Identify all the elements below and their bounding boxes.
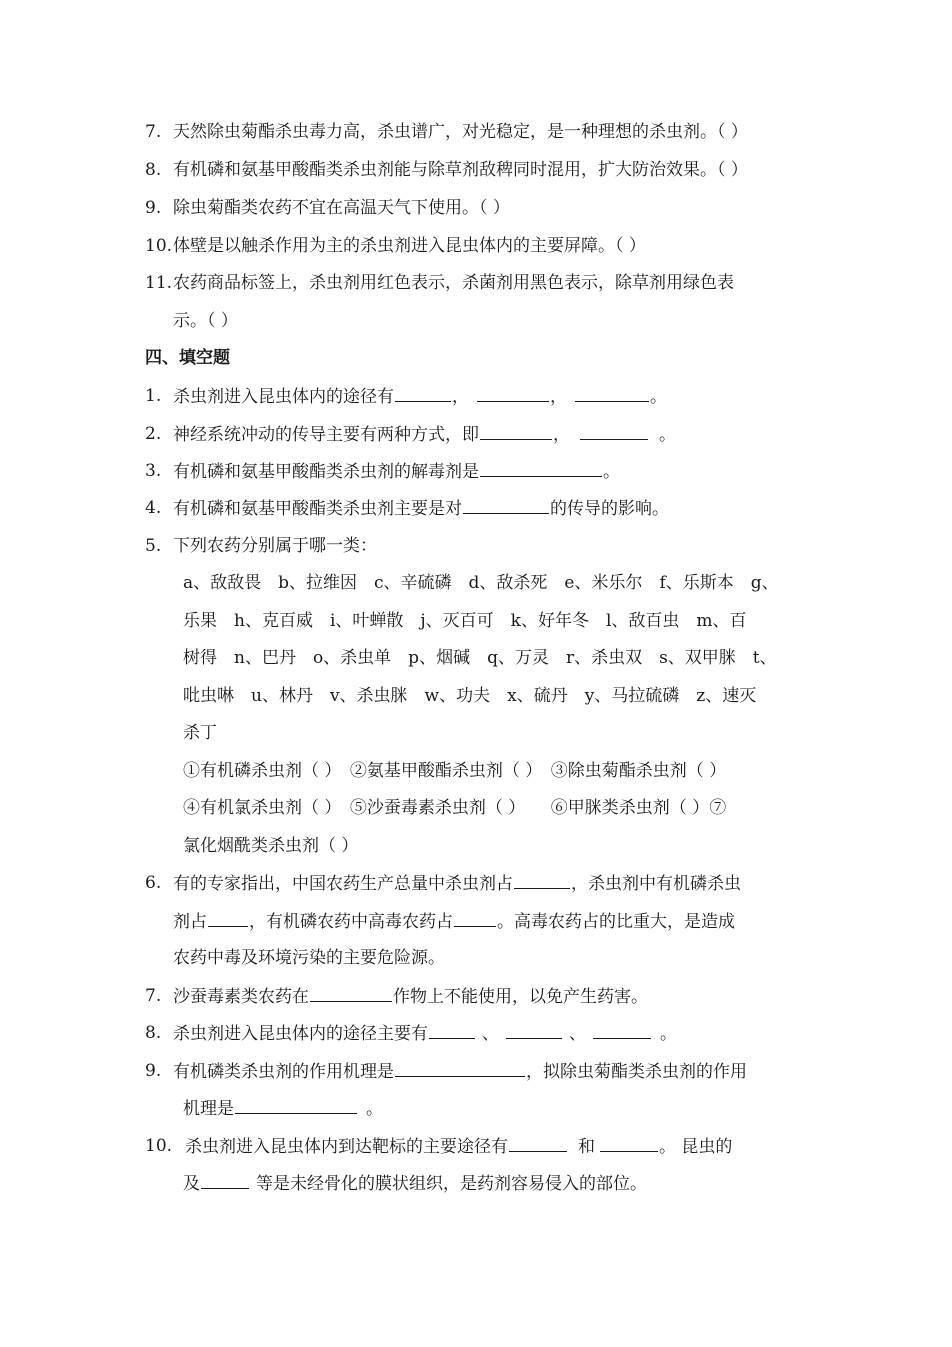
answer-blank[interactable] bbox=[593, 1021, 651, 1039]
item-text: 下列农药分别属于哪一类： bbox=[173, 536, 377, 556]
item-text: 除虫菊酯类农药不宜在高温天气下使用。（ ） bbox=[173, 198, 510, 218]
item-number: 10. bbox=[145, 1136, 173, 1156]
answer-blank[interactable] bbox=[580, 422, 648, 440]
answer-blank[interactable] bbox=[395, 384, 451, 402]
item-number: 1. bbox=[145, 386, 162, 406]
item-text: 杀虫剂进入昆虫体内到达靶标的主要途径有 和 。 昆虫的 bbox=[185, 1134, 732, 1159]
item-text: 神经系统冲动的传导主要有两种方式，即 ， 。 bbox=[173, 422, 676, 447]
answer-blank[interactable] bbox=[480, 459, 602, 477]
answer-blank[interactable] bbox=[454, 909, 496, 927]
answer-blank[interactable] bbox=[477, 384, 549, 402]
answer-blank[interactable] bbox=[575, 384, 649, 402]
item-number: 7. bbox=[145, 122, 162, 142]
answer-blank[interactable] bbox=[235, 1096, 357, 1114]
item-number: 10. bbox=[145, 236, 173, 256]
item-text: 有的专家指出，中国农药生产总量中杀虫剂占 ，杀虫剂中有机磷杀虫 bbox=[173, 871, 741, 896]
item-text: 杀虫剂进入昆虫体内的途径主要有 、 、 。 bbox=[173, 1021, 677, 1046]
item-number: 8. bbox=[145, 160, 162, 180]
item-number: 11. bbox=[145, 273, 173, 293]
document-page: 7. 天然除虫菊酯杀虫毒力高，杀虫谱广，对光稳定，是一种理想的杀虫剂。（ ） 8. 有机磷和氨基甲酸酯类杀虫剂能与除草剂敌稗同时混用，扩大防治效果。（ ） 9. 除虫菊酯类农药不宜在高温天气下使用。（ ） 10. 体壁是以触杀作用为主的杀虫剂进入昆虫体内的主要屏障。（ ） 11. 农药商品标签上，杀虫剂用红色表示，杀菌剂用黑色表示，除草剂用绿色表 示。（ ） 四、填空题 1. 杀虫剂进入昆虫体内的途径有 ， ， 。 2. 神经系统冲动的传导主要有两种方式，即 ， 。 3. 有机磷和氨基甲酸酯类杀虫剂的解毒剂是 。 4. 有机磷和氨基甲酸酯类杀虫剂主要是对 的传导的影响。 5. 下列农药分别属于哪一类： a、敌敌畏 b、拉维因 c、辛硫磷 d、敌杀死 e、米乐尔 f、乐斯本 g、 乐果 h、克百威 i、叶蝉散 j、灭百可 k、好年冬 l、敌百虫 m、百 树得 n、巴丹 o、杀虫单 p、烟碱 q、万灵 r、杀虫双 s、双甲脒 t、 吡虫啉 u、林丹 v、杀虫脒 w、功夫 x、硫丹 y、马拉硫磷 z、速灭 杀丁 ①有机磷杀虫剂（ ） ②氨基甲酸酯杀虫剂（ ） ③除虫菊酯杀虫剂（ ） ④有机氯杀虫剂（ ） ⑤沙蚕毒素杀虫剂（ ） ⑥甲脒类杀虫剂（ ）⑦ 氯化烟酰类杀虫剂（ ） 6. 有的专家指出，中国农药生产总量中杀虫剂占 ，杀虫剂中有机磷杀虫 剂占 ，有机磷农药中高毒农药占 。高毒农药占的比重大，是造成 农药中毒及环境污染的主要危险源。 7. 沙蚕毒素类农药在 作物上不能使用，以免产生药害。 8. 杀虫剂进入昆虫体内的途径主要有 、 、 。 9. 有机磷类杀虫剂的作用机理是 ，拟除虫菊酯类杀虫剂的作用 机理是 。 10. 杀虫剂进入昆虫体内到达靶标的主要途径有 和 。 昆虫的 及 等是未经骨化的膜状组织，是药剂容易侵入的部位。 bbox=[145, 122, 779, 1194]
item-text: 农药商品标签上，杀虫剂用红色表示，杀菌剂用黑色表示，除草剂用绿色表 bbox=[173, 273, 734, 293]
item-text: 有机磷和氨基甲酸酯类杀虫剂主要是对 的传导的影响。 bbox=[173, 496, 669, 521]
item-number: 9. bbox=[145, 1061, 162, 1081]
answer-blank[interactable] bbox=[395, 1059, 525, 1077]
answer-blank[interactable] bbox=[514, 871, 570, 889]
answer-blank[interactable] bbox=[509, 1134, 567, 1152]
item-number: 7. bbox=[145, 986, 162, 1006]
item-text: 有机磷类杀虫剂的作用机理是 ，拟除虫菊酯类杀虫剂的作用 bbox=[173, 1059, 747, 1084]
item-text: 天然除虫菊酯杀虫毒力高，杀虫谱广，对光稳定，是一种理想的杀虫剂。（ ） bbox=[173, 122, 748, 142]
item-number: 2. bbox=[145, 424, 162, 444]
answer-blank[interactable] bbox=[429, 1021, 475, 1039]
answer-blank[interactable] bbox=[310, 984, 392, 1002]
answer-blank[interactable] bbox=[600, 1134, 658, 1152]
item-number: 4. bbox=[145, 498, 162, 518]
item-text: 有机磷和氨基甲酸酯类杀虫剂能与除草剂敌稗同时混用，扩大防治效果。（ ） bbox=[173, 160, 748, 180]
item-number: 9. bbox=[145, 198, 162, 218]
item-text: 沙蚕毒素类农药在 作物上不能使用，以免产生药害。 bbox=[173, 984, 648, 1009]
answer-blank[interactable] bbox=[201, 1171, 249, 1189]
item-text: 杀虫剂进入昆虫体内的途径有 ， ， 。 bbox=[173, 384, 667, 409]
item-number: 6. bbox=[145, 873, 162, 893]
answer-blank[interactable] bbox=[506, 1021, 562, 1039]
item-number: 3. bbox=[145, 461, 162, 481]
item-number: 8. bbox=[145, 1023, 162, 1043]
item-text-continued: 示。（ ） bbox=[173, 311, 238, 331]
answer-blank[interactable] bbox=[208, 909, 248, 927]
section-title: 四、填空题 bbox=[145, 348, 230, 368]
item-number: 5. bbox=[145, 536, 162, 556]
item-text: 体壁是以触杀作用为主的杀虫剂进入昆虫体内的主要屏障。（ ） bbox=[173, 236, 646, 256]
answer-blank[interactable] bbox=[480, 422, 552, 440]
answer-blank[interactable] bbox=[463, 496, 549, 514]
item-text: 有机磷和氨基甲酸酯类杀虫剂的解毒剂是 。 bbox=[173, 459, 620, 484]
